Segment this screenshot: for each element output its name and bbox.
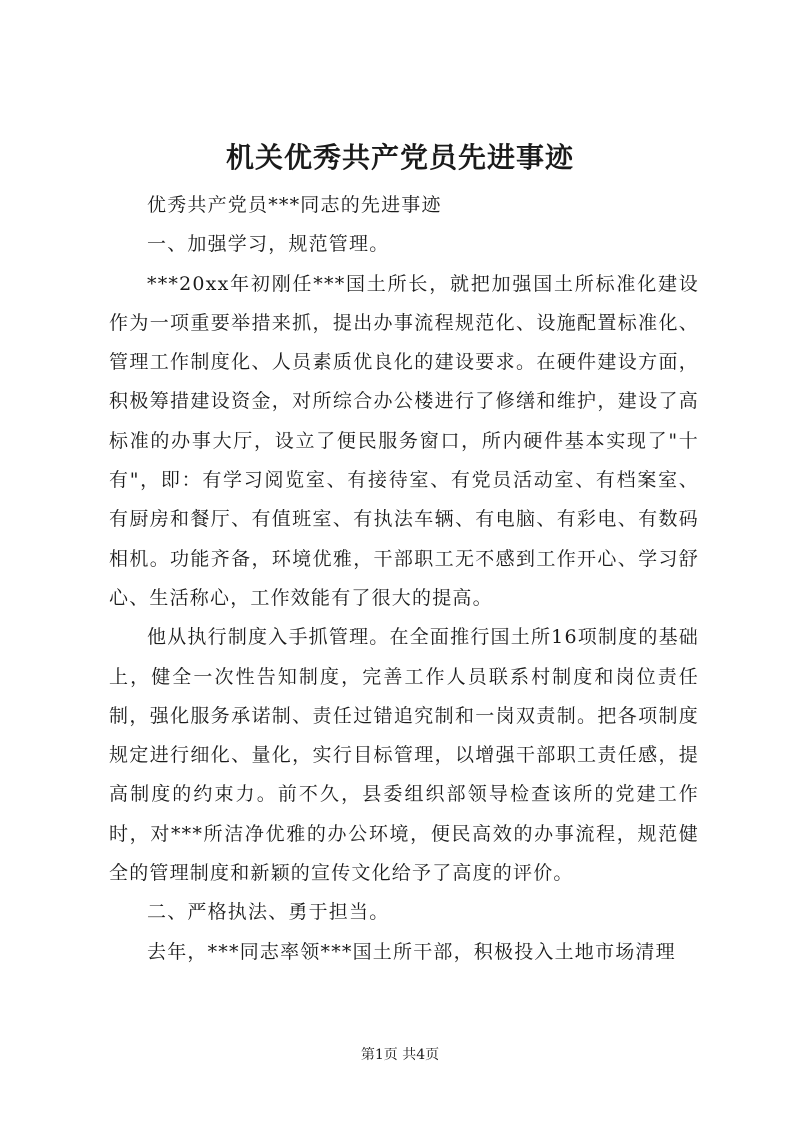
page-number-footer: 第1页 共4页 (360, 1047, 440, 1063)
document-title: 机关优秀共产党员先进事迹 (225, 141, 574, 174)
section-heading-1: 一、加强学习，规范管理。 (147, 233, 390, 256)
paragraph-standardization: ***20xx年初刚任***国土所长，就把加强国土所标准化建设作为一项重要举措来抓，提出办事流程规范化、设施配置标准化、管理工作制度化、人员素质优良化的建设要求。在硬件建设方面，积极筹措建设资金，对所综合办公楼进行了修缮和维护，建设了高标准的办事大厅，设立了便民服务窗口，所内硬件基本实现了"十有"，即：有学习阅览室、有接待室、有党员活动室、有档案室、有厨房和餐厅、有值班室、有执法车辆、有电脑、有彩电、有数码相机。功能齐备，环境优雅，干部职工无不感到工作开心、学习舒心、生活称心，工作效能有了很大的提高。 (109, 272, 699, 609)
paragraph-management: 他从执行制度入手抓管理。在全面推行国土所16项制度的基础上，健全一次性告知制度，完善工作人员联系村制度和岗位责任制，强化服务承诺制、责任过错追究制和一岗双责制。把各项制度规定进行细化、量化，实行目标管理，以增强干部职工责任感，提高制度的约束力。前不久，县委组织部领导检查该所的党建工作时，对***所洁净优雅的办公环境，便民高效的办事流程，规范健全的管理制度和新颖的宣传文化给予了高度的评价。 (109, 626, 699, 885)
paragraph-subtitle: 优秀共产党员***同志的先进事迹 (147, 194, 442, 216)
section-heading-2: 二、严格执法、勇于担当。 (147, 901, 390, 924)
document-body (109, 186, 699, 972)
paragraph-law-enforcement: 去年，***同志率领***国土所干部，积极投入土地市场清理 (147, 940, 676, 963)
